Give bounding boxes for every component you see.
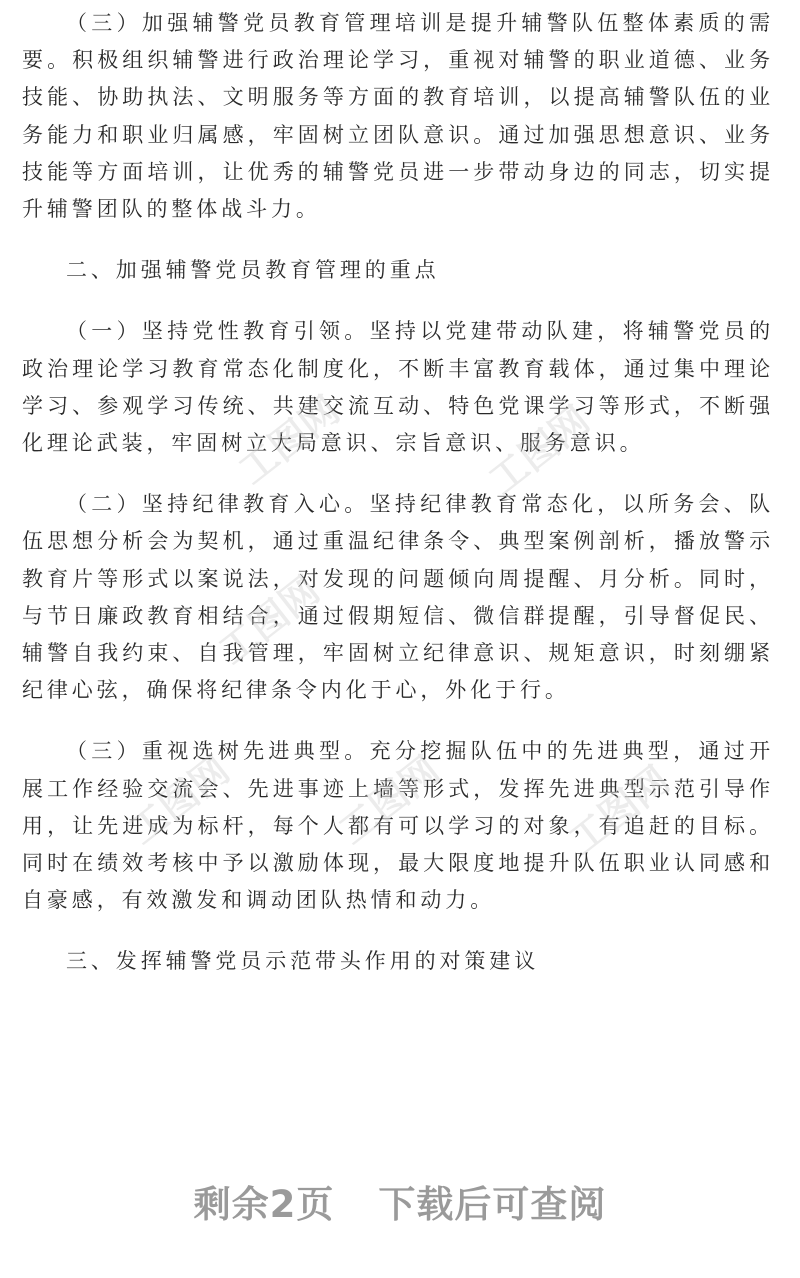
download-prompt[interactable]	[0, 1174, 800, 1228]
download-to-view-label: 下载后可查阅	[378, 1183, 607, 1226]
watermark: 工图网	[480, 397, 598, 503]
document-body	[22, 5, 774, 981]
paragraph-party-education: （一）坚持党性教育引领。坚持以党建带动队建，将辅警党员的政治理论学习教育常态化制度化，不断丰富教育载体，通过集中理论学习、参观学习传统、共建交流互动、特色党课学习等形式，不断强化理论武装，牢固树立大局意识、宗旨意识、服务意识。	[22, 319, 774, 456]
paragraph-training-need: （三）加强辅警党员教育管理培训是提升辅警队伍整体素质的需要。积极组织辅警进行政治理论学习，重视对辅警的职业道德、业务技能、协助执法、文明服务等方面的教育培训，以提高辅警队伍的业务能力和职业归属感，牢固树立团队意识。通过加强思想意识、业务技能等方面培训，让优秀的辅警党员进一步带动身边的同志，切实提升辅警团队的整体战斗力。	[22, 11, 774, 222]
paragraph-advanced-models: （三）重视选树先进典型。充分挖掘队伍中的先进典型，通过开展工作经验交流会、先进事迹上墙等形式，发挥先进典型示范引导作用，让先进成为标杆，每个人都有可以学习的对象，有追赶的目标。同时在绩效考核中予以激励体现，最大限度地提升队伍职业认同感和自豪感，有效激发和调动团队热情和动力。	[22, 739, 774, 913]
section-heading-3: 三、发挥辅警党员示范带头作用的对策建议	[66, 949, 540, 974]
section-heading-2: 二、加强辅警党员教育管理的重点	[66, 258, 440, 283]
watermark: 工图网	[210, 567, 328, 673]
watermark: 工图网	[560, 757, 678, 863]
paragraph-discipline-education: （二）坚持纪律教育入心。坚持纪律教育常态化，以所务会、队伍思想分析会为契机，通过重温纪律条令、典型案例剖析，播放警示教育片等形式以案说法，对发现的问题倾向周提醒、月分析。同时，与节日廉政教育相结合，通过假期短信、微信群提醒，引导督促民、辅警自我约束、自我管理，牢固树立纪律意识、规矩意识，时刻绷紧纪律心弦，确保将纪律条令内化于心，外化于行。	[22, 492, 774, 703]
watermark: 工图网	[330, 747, 448, 853]
remaining-pages-label: 剩余2页	[193, 1183, 335, 1226]
watermark: 工图网	[230, 387, 348, 493]
watermark: 工图网	[120, 747, 238, 853]
